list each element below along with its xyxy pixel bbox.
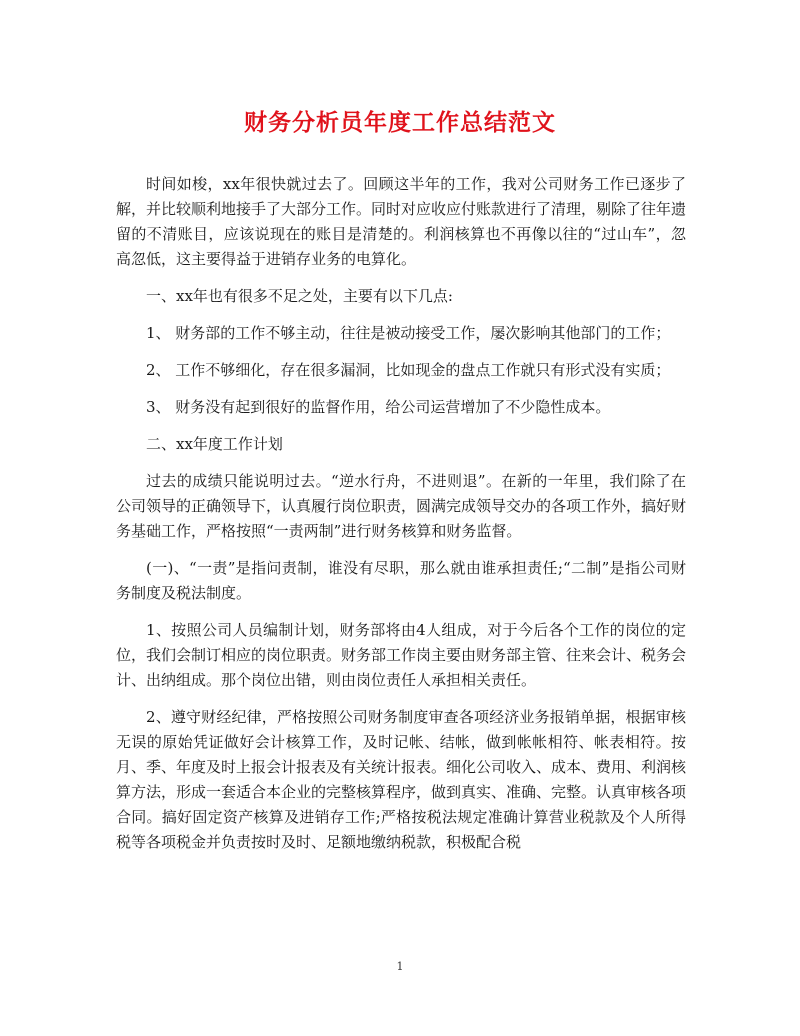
paragraph-discipline: 2、遵守财经纪律，严格按照公司财务制度审查各项经济业务报销单据，根据审核无误的原始凭证做好会计核算工作，及时记帐、结帐，做到帐帐相符、帐表相符。按月、季、年度及时上报会计报表及有关统计报表。细化公司收入、成本、费用、利润核算方法，形成一套适合本企业的完整核算程序，做到真实、准确、完整。认真审核各项合同。搞好固定资产核算及进销存工作;严格按税法规定准确计算营业税款及个人所得税等各项税金并负责按时及时、足额地缴纳税款，积极配合税 [116, 708, 687, 851]
paragraph-intro: 时间如梭，xx年很快就过去了。回顾这半年的工作，我对公司财务工作已逐步了解，并比较顺利地接手了大部分工作。同时对应收应付账款进行了清理，剔除了往年遗留的不清账目，应该说现在的账目是清楚的。利润核算也不再像以往的“过山车”，忽高忽低，这主要得益于进销存业务的电算化。 [116, 175, 687, 268]
list-item-shortcoming-1: 1、 财务部的工作不够主动，往往是被动接受工作，屡次影响其他部门的工作； [146, 324, 671, 342]
document-title: 财务分析员年度工作总结范文 [244, 109, 556, 136]
paragraph-plan-intro: 过去的成绩只能说明过去。“逆水行舟，不进则退”。在新的一年里，我们除了在公司领导的正确领导下，认真履行岗位职责，圆满完成领导交办的各项工作外，搞好财务基础工作，严格按照“一责两制”进行财务核算和财务监督。 [116, 472, 687, 540]
page-number: 1 [396, 960, 404, 973]
section-heading-plan: 二、xx年度工作计划 [146, 435, 283, 453]
list-item-shortcoming-3: 3、 财务没有起到很好的监督作用，给公司运营增加了不少隐性成本。 [146, 398, 611, 416]
document-body [116, 172, 686, 867]
paragraph-one-responsibility: (一)、“一责”是指问责制，谁没有尽职，那么就由谁承担责任;“二制”是指公司财务制度及税法制度。 [116, 559, 686, 602]
paragraph-staffing: 1、按照公司人员编制计划，财务部将由4人组成，对于今后各个工作的岗位的定位，我们会制订相应的岗位职责。财务部工作岗主要由财务部主管、往来会计、税务会计、出纳组成。那个岗位出错，则由岗位责任人承担相关责任。 [116, 621, 687, 689]
list-item-shortcoming-2: 2、 工作不够细化，存在很多漏洞，比如现金的盘点工作就只有形式没有实质； [146, 361, 671, 379]
section-heading-shortcomings: 一、xx年也有很多不足之处，主要有以下几点: [146, 287, 453, 305]
